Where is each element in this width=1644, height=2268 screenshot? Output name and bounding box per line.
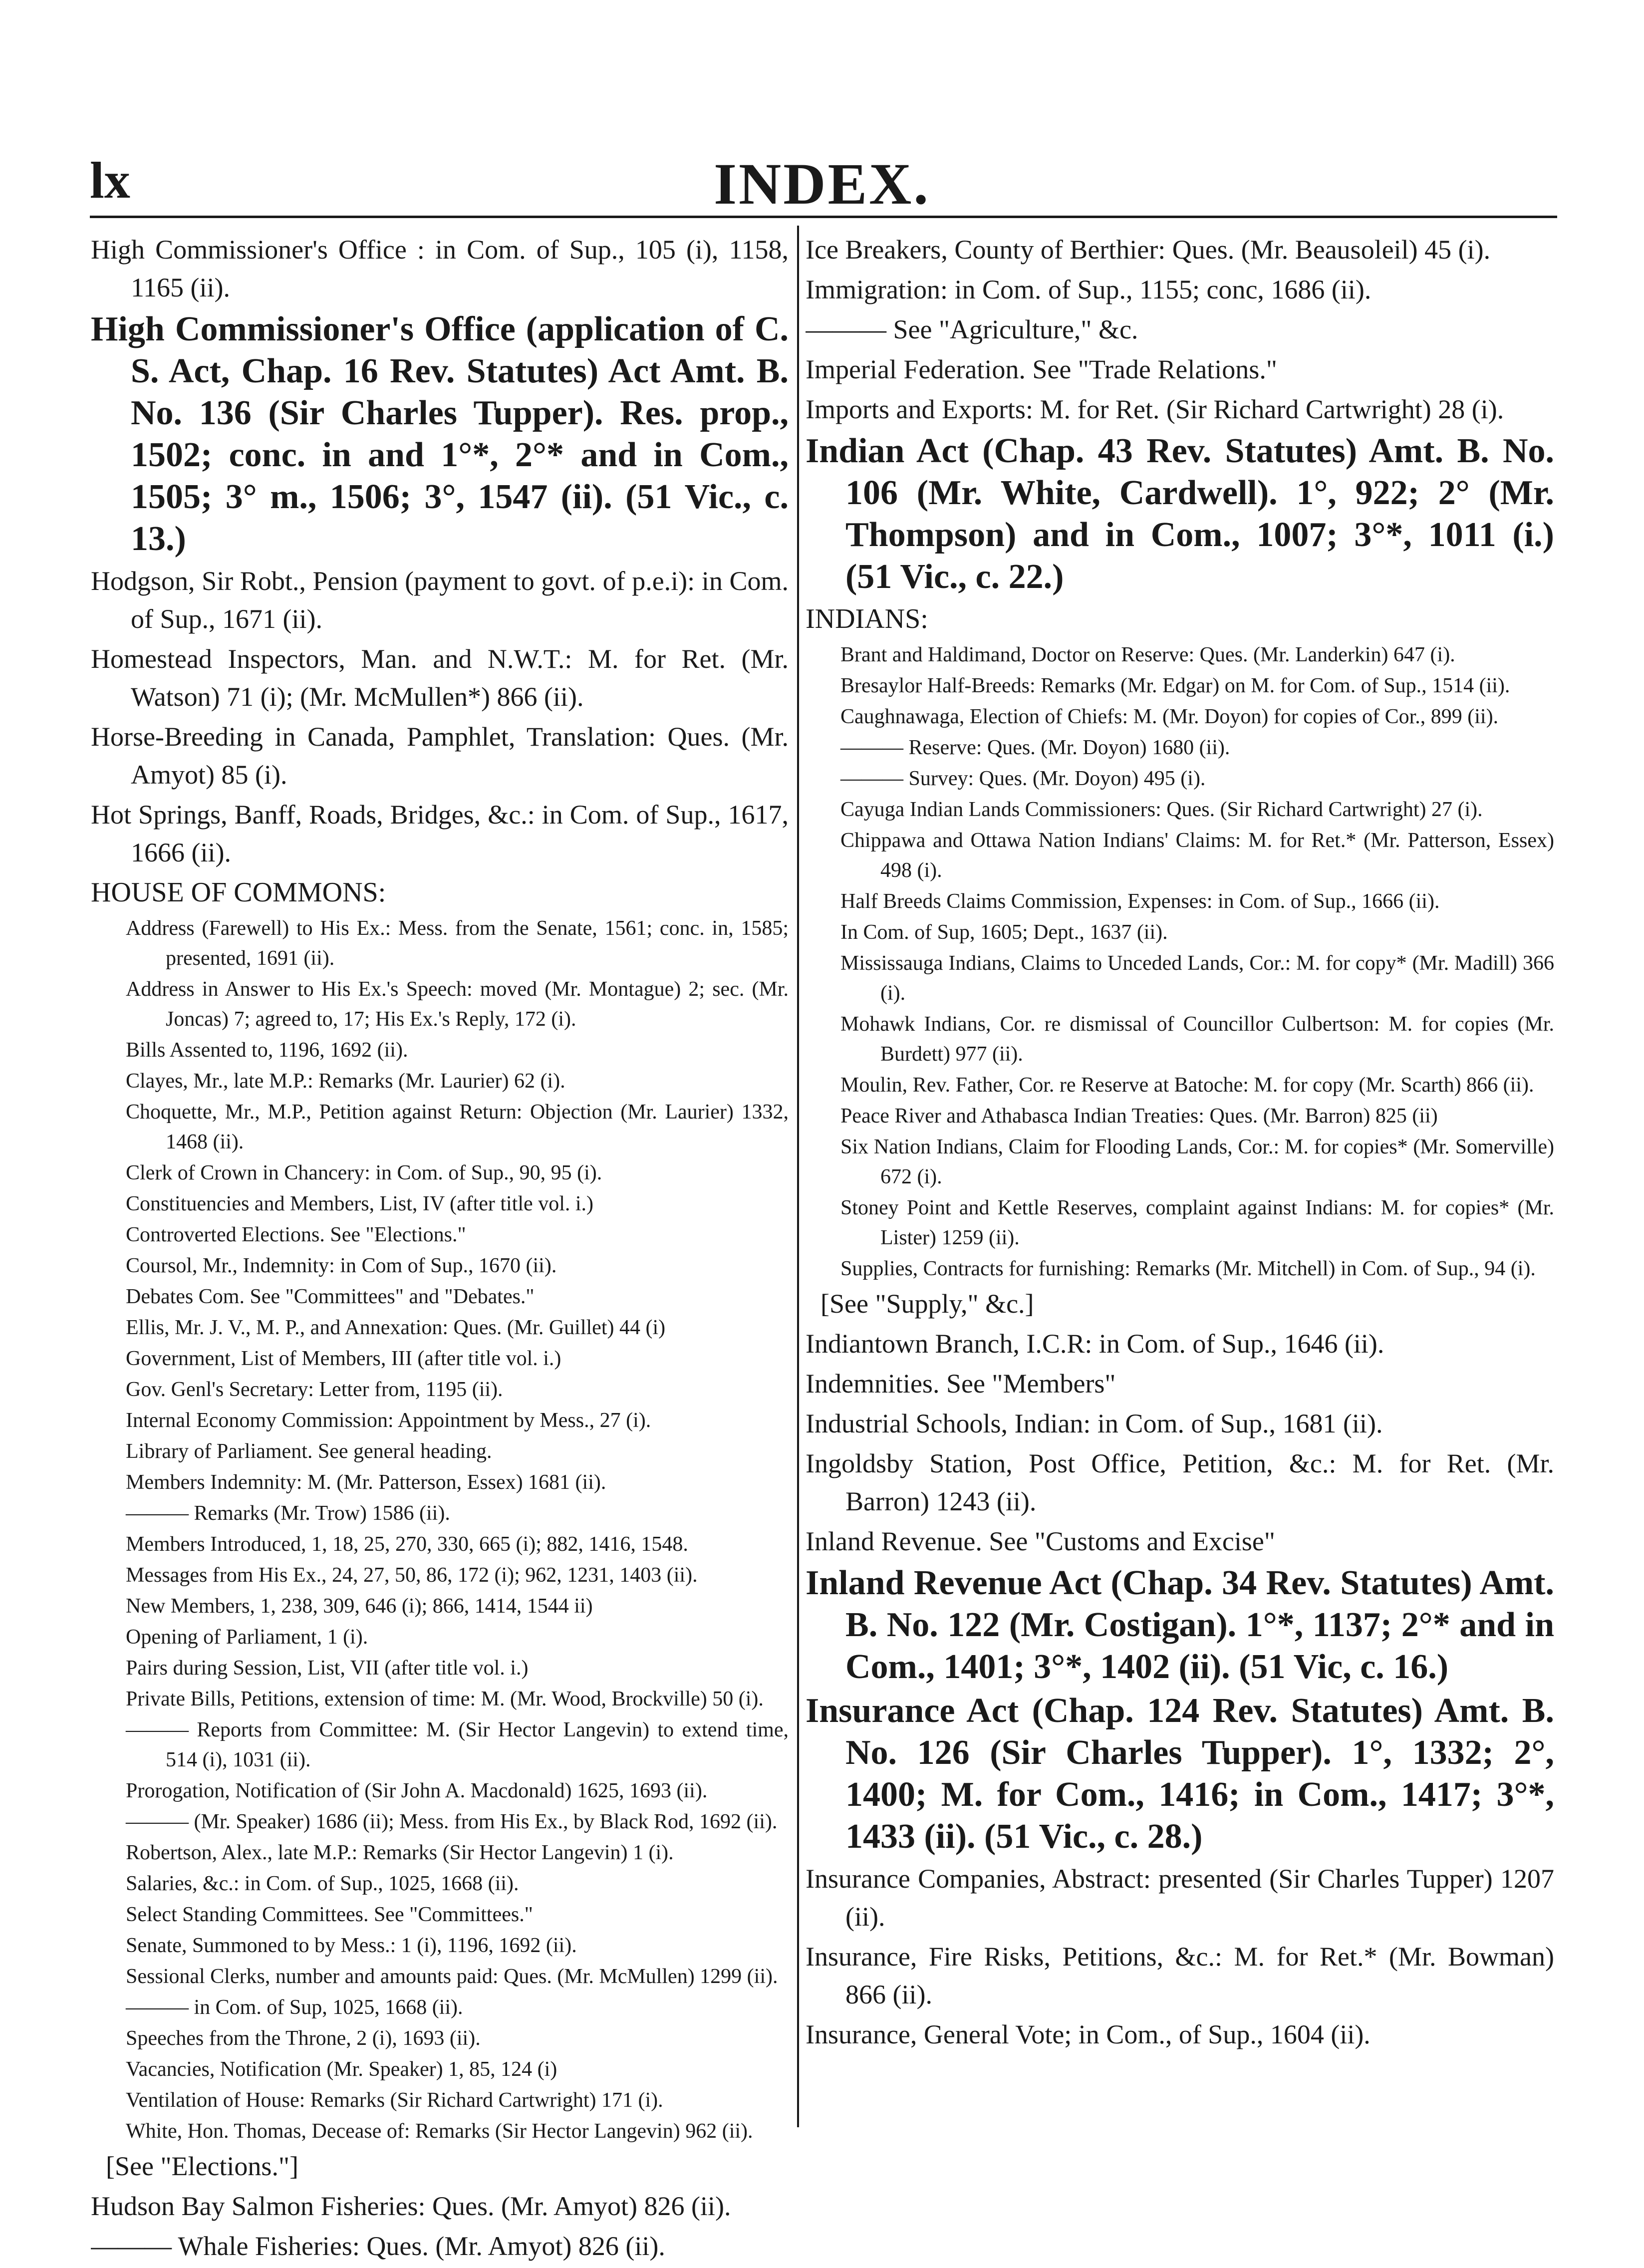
index-entry: [See "Elections."]: [106, 2151, 298, 2181]
index-entry: Address in Answer to His Ex.'s Speech: moved (Mr. Montague) 2; sec. (Mr. Joncas) 7; agreed to, 17; His Ex.'s Reply, 172 (i).: [126, 978, 789, 1031]
index-entry: ——— Survey: Ques. (Mr. Doyon) 495 (i).: [840, 767, 1206, 790]
index-entry: Vacancies, Notification (Mr. Speaker) 1, 85, 124 (i): [126, 2058, 557, 2081]
index-entry: Homestead Inspectors, Man. and N.W.T.: M. for Ret. (Mr. Watson) 71 (i); (Mr. McMullen*) 866 (ii).: [91, 644, 789, 712]
index-entry: Clerk of Crown in Chancery: in Com. of Sup., 90, 95 (i).: [126, 1161, 602, 1184]
header-rule: [90, 216, 1557, 218]
index-entry: Select Standing Committees. See "Committees.": [126, 1903, 533, 1926]
left-column: [91, 231, 789, 2267]
index-entry: HOUSE OF COMMONS:: [91, 877, 386, 908]
index-entry: Hot Springs, Banff, Roads, Bridges, &c.: in Com. of Sup., 1617, 1666 (ii).: [91, 800, 789, 867]
index-entry: Insurance Companies, Abstract: presented (Sir Charles Tupper) 1207 (ii).: [806, 1864, 1554, 1932]
index-entry: Supplies, Contracts for furnishing: Remarks (Mr. Mitchell) in Com. of Sup., 94 (i).: [840, 1257, 1536, 1280]
index-entry: Senate, Summoned to by Mess.: 1 (i), 1196, 1692 (ii).: [126, 1934, 577, 1957]
index-entry: Coursol, Mr., Indemnity: in Com of Sup., 1670 (ii).: [126, 1254, 557, 1277]
index-entry: Members Introduced, 1, 18, 25, 270, 330, 665 (i); 882, 1416, 1548.: [126, 1533, 688, 1556]
index-entry: Insurance Act (Chap. 124 Rev. Statutes) Amt. B. No. 126 (Sir Charles Tupper). 1°, 1332; 2°, 1400; M. for Com., 1416; in Com., 1417; 3°*, 1433 (ii). (51 Vic., c. 28.): [806, 1692, 1554, 1856]
index-entry: Bills Assented to, 1196, 1692 (ii).: [126, 1039, 408, 1062]
index-entry: Peace River and Athabasca Indian Treaties: Ques. (Mr. Barron) 825 (ii): [840, 1105, 1438, 1128]
index-entry: ——— Reports from Committee: M. (Sir Hector Langevin) to extend time, 514 (i), 1031 (ii).: [126, 1718, 789, 1771]
index-entry: Address (Farewell) to His Ex.: Mess. from the Senate, 1561; conc. in, 1585; presented, 1691 (ii).: [126, 917, 789, 970]
index-entry: Moulin, Rev. Father, Cor. re Reserve at Batoche: M. for copy (Mr. Scarth) 866 (ii).: [840, 1074, 1534, 1097]
index-entry: ——— See "Agriculture," &c.: [806, 314, 1138, 344]
index-entry: Imports and Exports: M. for Ret. (Sir Richard Cartwright) 28 (i).: [806, 394, 1504, 424]
index-entry: Government, List of Members, III (after title vol. i.): [126, 1347, 561, 1370]
index-entry: Sessional Clerks, number and amounts paid: Ques. (Mr. McMullen) 1299 (ii).: [126, 1965, 778, 1988]
index-entry: Salaries, &c.: in Com. of Sup., 1025, 1668 (ii).: [126, 1872, 519, 1895]
index-entry: Insurance, General Vote; in Com., of Sup., 1604 (ii).: [806, 2019, 1370, 2049]
index-entry: High Commissioner's Office (application of C. S. Act, Chap. 16 Rev. Statutes) Act Amt. B. No. 136 (Sir Charles Tupper). Res. prop., 1502; conc. in and 1°*, 2°* and in Com., 1505; 3° m., 1506; 3°, 1547 (ii). (51 Vic., c. 13.): [91, 310, 789, 558]
index-entry: ——— Reserve: Ques. (Mr. Doyon) 1680 (ii).: [840, 736, 1230, 759]
page-title: INDEX.: [714, 151, 930, 217]
index-entry: Ellis, Mr. J. V., M. P., and Annexation: Ques. (Mr. Guillet) 44 (i): [126, 1316, 666, 1339]
index-entry: Ventilation of House: Remarks (Sir Richard Cartwright) 171 (i).: [126, 2089, 663, 2112]
index-entry: Pairs during Session, List, VII (after title vol. i.): [126, 1657, 529, 1680]
index-entry: Brant and Haldimand, Doctor on Reserve: Ques. (Mr. Landerkin) 647 (i).: [840, 643, 1455, 666]
index-entry: Inland Revenue Act (Chap. 34 Rev. Statutes) Amt. B. No. 122 (Mr. Costigan). 1°*, 1137; 2°* and in Com., 1401; 3°*, 1402 (ii). (51 Vic, c. 16.): [806, 1564, 1554, 1686]
index-entry: White, Hon. Thomas, Decease of: Remarks (Sir Hector Langevin) 962 (ii).: [126, 2120, 753, 2143]
index-entry: Imperial Federation. See "Trade Relations.": [806, 354, 1277, 384]
index-entry: Constituencies and Members, List, IV (after title vol. i.): [126, 1192, 594, 1215]
index-entry: Inland Revenue. See "Customs and Excise": [806, 1526, 1275, 1556]
index-entry: In Com. of Sup, 1605; Dept., 1637 (ii).: [840, 921, 1168, 944]
index-entry: Gov. Genl's Secretary: Letter from, 1195 (ii).: [126, 1378, 503, 1401]
index-entry: Insurance, Fire Risks, Petitions, &c.: M. for Ret.* (Mr. Bowman) 866 (ii).: [806, 1942, 1554, 2009]
index-entry: Debates Com. See "Committees" and "Debates.": [126, 1285, 535, 1308]
index-entry: ——— Remarks (Mr. Trow) 1586 (ii).: [126, 1502, 450, 1525]
index-entry: Bresaylor Half-Breeds: Remarks (Mr. Edgar) on M. for Com. of Sup., 1514 (ii).: [840, 674, 1510, 697]
index-entry: Hodgson, Sir Robt., Pension (payment to govt. of p.e.i): in Com. of Sup., 1671 (ii).: [91, 566, 789, 634]
right-column: [806, 231, 1554, 2055]
index-entry: Ingoldsby Station, Post Office, Petition, &c.: M. for Ret. (Mr. Barron) 1243 (ii).: [806, 1448, 1554, 1516]
index-entry: Indian Act (Chap. 43 Rev. Statutes) Amt. B. No. 106 (Mr. White, Cardwell). 1°, 922; 2° (Mr. Thompson) and in Com., 1007; 3°*, 1011 (i.) (51 Vic., c. 22.): [806, 432, 1554, 596]
index-entry: Indemnities. See "Members": [806, 1369, 1116, 1399]
index-entry: ——— in Com. of Sup, 1025, 1668 (ii).: [126, 1996, 463, 2019]
index-entry: High Commissioner's Office : in Com. of Sup., 105 (i), 1158, 1165 (ii).: [91, 235, 789, 302]
index-entry: Robertson, Alex., late M.P.: Remarks (Sir Hector Langevin) 1 (i).: [126, 1841, 674, 1864]
index-entry: Six Nation Indians, Claim for Flooding Lands, Cor.: M. for copies* (Mr. Somerville) 672 (i).: [840, 1135, 1554, 1188]
index-entry: Private Bills, Petitions, extension of time: M. (Mr. Wood, Brockville) 50 (i).: [126, 1688, 764, 1710]
index-entry: Half Breeds Claims Commission, Expenses: in Com. of Sup., 1666 (ii).: [840, 890, 1440, 913]
index-entry: Members Indemnity: M. (Mr. Patterson, Essex) 1681 (ii).: [126, 1471, 606, 1494]
index-entry: Speeches from the Throne, 2 (i), 1693 (ii).: [126, 2027, 481, 2050]
index-entry: Hudson Bay Salmon Fisheries: Ques. (Mr. Amyot) 826 (ii).: [91, 2191, 731, 2221]
index-entry: Chippawa and Ottawa Nation Indians' Claims: M. for Ret.* (Mr. Patterson, Essex) 498 (i).: [840, 829, 1554, 882]
index-entry: Messages from His Ex., 24, 27, 50, 86, 172 (i); 962, 1231, 1403 (ii).: [126, 1564, 698, 1587]
index-entry: Cayuga Indian Lands Commissioners: Ques. (Sir Richard Cartwright) 27 (i).: [840, 798, 1483, 821]
index-entry: Industrial Schools, Indian: in Com. of Sup., 1681 (ii).: [806, 1409, 1383, 1438]
index-entry: Indiantown Branch, I.C.R: in Com. of Sup., 1646 (ii).: [806, 1329, 1384, 1359]
index-entry: ——— Whale Fisheries: Ques. (Mr. Amyot) 826 (ii).: [91, 2231, 665, 2261]
index-entry: Stoney Point and Kettle Reserves, complaint against Indians: M. for copies* (Mr. Lister) 1259 (ii).: [840, 1196, 1554, 1249]
index-entry: ——— (Mr. Speaker) 1686 (ii); Mess. from His Ex., by Black Rod, 1692 (ii).: [126, 1810, 778, 1833]
index-entry: Caughnawaga, Election of Chiefs: M. (Mr. Doyon) for copies of Cor., 899 (ii).: [840, 705, 1499, 728]
index-entry: Controverted Elections. See "Elections.": [126, 1223, 466, 1246]
index-entry: INDIANS:: [806, 603, 928, 634]
index-entry: Prorogation, Notification of (Sir John A. Macdonald) 1625, 1693 (ii).: [126, 1779, 708, 1802]
index-entry: Immigration: in Com. of Sup., 1155; conc, 1686 (ii).: [806, 275, 1371, 304]
index-entry: [See "Supply," &c.]: [821, 1289, 1034, 1319]
index-entry: Horse-Breeding in Canada, Pamphlet, Translation: Ques. (Mr. Amyot) 85 (i).: [91, 722, 789, 790]
index-entry: Ice Breakers, County of Berthier: Ques. (Mr. Beausoleil) 45 (i).: [806, 235, 1491, 265]
index-entry: Mohawk Indians, Cor. re dismissal of Councillor Culbertson: M. for copies (Mr. Burdett) 977 (ii).: [840, 1013, 1554, 1066]
index-entry: Opening of Parliament, 1 (i).: [126, 1626, 368, 1649]
index-entry: New Members, 1, 238, 309, 646 (i); 866, 1414, 1544 ii): [126, 1595, 593, 1618]
page-number: lx: [90, 152, 130, 209]
index-entry: Mississauga Indians, Claims to Unceded Lands, Cor.: M. for copy* (Mr. Madill) 366 (i).: [840, 952, 1554, 1005]
index-entry: Clayes, Mr., late M.P.: Remarks (Mr. Laurier) 62 (i).: [126, 1070, 565, 1093]
column-divider: [797, 226, 799, 2127]
index-entry: Choquette, Mr., M.P., Petition against Return: Objection (Mr. Laurier) 1332, 1468 (ii).: [126, 1101, 789, 1153]
index-entry: Internal Economy Commission: Appointment by Mess., 27 (i).: [126, 1409, 651, 1432]
index-entry: Library of Parliament. See general heading.: [126, 1440, 492, 1463]
